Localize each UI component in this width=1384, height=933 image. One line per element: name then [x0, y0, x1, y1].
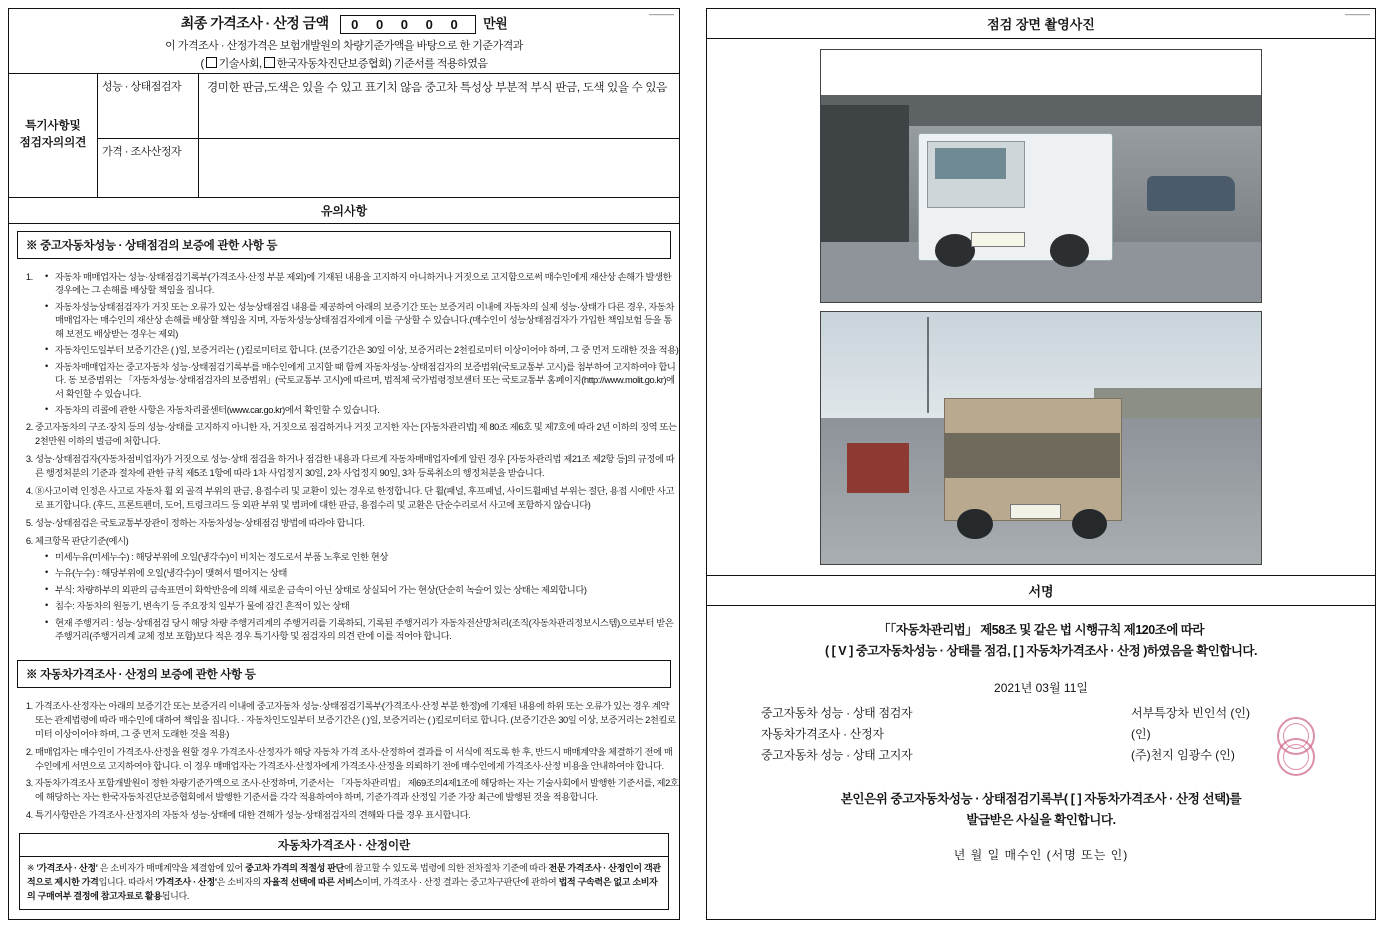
photo-background-car	[1147, 176, 1235, 211]
final-price-amount: 0 0 0 0 0	[340, 15, 476, 34]
right-photo-panel	[706, 8, 1376, 920]
final-price-header	[9, 9, 679, 73]
signature-date: 2021년 03월 11일	[994, 680, 1088, 695]
legal-statement	[707, 606, 1375, 669]
photo-dark-bay	[821, 105, 909, 256]
vd-p9: 자율적 선택에 따른 서비스	[263, 877, 362, 888]
signature-row-appraiser	[761, 725, 1321, 742]
corner-mark-right: ———	[1345, 9, 1369, 19]
notice-item-6-text: 체크항목 판단기준(예시)	[35, 536, 129, 547]
inspection-photo-front[interactable]	[820, 49, 1262, 303]
notice-item-6-bullets	[35, 551, 679, 644]
notice-box-1: ※ 중고자동차성능 · 상태점검의 보증에 관한 사항 등	[17, 231, 671, 259]
notice-list-2	[9, 700, 679, 824]
valuation-definition-box	[19, 833, 669, 910]
signature-name-text-inspector: 서부특장차 빈인석	[1131, 705, 1228, 720]
photo-list	[707, 39, 1375, 565]
special-notes-label-line2: 점검자의의견	[19, 137, 87, 150]
notice-bullet: • 자동차매매업자는 중고자동차 성능·상태점검기록부를 매수인에게 고지할 때 함께 자동차성능·상태점검자의 보증범위(국토교통부 고시)를 첨부하여 고지하여야 합니다. 동 보증범위는 「자동차성능·상태점검자의 보증범위」(국토교통부 고시)에 따르며, 법적체 국가법령정보센터 또는 국토교통부 홈페이지(http://www.molit.go.kr)에서 확인할 수 있습니다.	[45, 361, 679, 401]
notice-item-2: 2. 중고자동차의 구조·장치 등의 성능·상태를 고지하지 아니한 자, 거짓으로 점검하거나 거짓 고지한 자는 [자동차관리법] 제 80조 제6호 및 제7호에 따라 2년 이하의 징역 또는 2천만원 이하의 벌금에 처합니다.	[35, 421, 679, 449]
vd-p5: 전문 가격조사 · 산정인이 객관적으로 제시한 가격	[27, 863, 661, 888]
vd-p2: 은 소비자가 매매계약을 체결함에 있어	[97, 863, 246, 874]
signature-role-inspector: 중고자동차 성능 · 상태 점검자	[761, 705, 913, 720]
signature-row-notifier	[761, 746, 1321, 763]
photo-section-title: 점검 장면 촬영사진	[707, 9, 1375, 39]
notice-bullet: • 자동차인도일부터 보증기간은 ( )일, 보증거리는 ( )킬로미터로 합니다. (보증기간은 30일 이상, 보증거리는 2천킬로미터 이상이어야 하며, 그 중 먼저 도래한 것을 적용)	[45, 344, 679, 357]
final-price-subtitle-1: 이 가격조사 · 산정가격은 보험개발원의 차량기준가액을 바탕으로 한 기준가격과	[165, 39, 523, 52]
photo-truck-windshield	[935, 148, 1005, 178]
photo2-pole	[927, 317, 929, 413]
final-price-title-row	[9, 13, 679, 34]
signature-name-notifier[interactable]	[1111, 746, 1321, 763]
notice-bullet: • 누유(누수) : 해당부위에 오일(냉각수)이 맺혀서 떨어지는 상태	[45, 567, 679, 580]
notice-box-1-wrap	[9, 224, 679, 263]
seal-stamp-notifier	[1277, 738, 1315, 776]
notice-item-3: 3. 성능·상태점검자(자동차점비업자)가 거짓으로 성능·상태 점검을 하거나 점검한 내용과 다르게 자동차매매업자에게 알린 경우 [자동차관리법 제21조 제2항 등]의 규정에 따른 행정처분의 기준과 절차에 관한 규칙 제5조 1항에 따라 1차 사업정지 30일, 2차 사업정지 90일, 3차 등록취소의 행정처분을 받습니다.	[35, 453, 679, 481]
checkbox-kadiva[interactable]	[264, 57, 275, 68]
valuation-definition-title: 자동차가격조사 · 산정이란	[20, 834, 668, 857]
left-form-panel	[8, 8, 680, 920]
notice-bullet: • 침수: 자동차의 원동기, 변속기 등 주요장치 일부가 물에 잠긴 흔적이 있는 상태	[45, 600, 679, 613]
checkbox-engineer-assoc[interactable]	[206, 57, 217, 68]
notice-bullet: • 미세누유(미세누수) : 해당부위에 오일(냉각수)이 비치는 정도로서 부품 노후로 인한 현상	[45, 551, 679, 564]
photo-truck-wheel-rear	[1050, 234, 1090, 267]
vd-p3: 중고차 가격의 적절성 판단	[245, 863, 345, 874]
special-notes-rows	[98, 74, 679, 197]
buyer-confirmation-line-2: 발급받은 사실을 확인합니다.	[966, 813, 1116, 828]
label-engineer-assoc: 기술사회,	[218, 57, 262, 70]
notice-item-6	[35, 535, 679, 644]
vd-p10: 이며, 가격조사 · 산정 결과는 중고차구판단에 관하여	[362, 877, 559, 888]
vd-p6: 입니다. 따라서	[98, 877, 156, 888]
special-notes-label-line1: 특기사항및	[25, 120, 81, 133]
photo-plate-rear	[1010, 504, 1060, 519]
notice-box-2-wrap	[9, 648, 679, 692]
notice-band-title: 유의사항	[9, 198, 679, 224]
signature-row-inspector	[761, 704, 1321, 721]
vd-p7: '가격조사 · 산정'	[155, 877, 217, 888]
notice-bullet: • 부식: 차량하부의 외판의 금속표면이 화학반응에 의해 새로운 금속이 아닌 상태로 상실되어 가는 현상(단순히 녹슬어 있는 상태는 제외합니다)	[45, 584, 679, 597]
corner-mark-left: ———	[649, 9, 673, 19]
special-notes-value-inspector[interactable]: 경미한 판금,도색은 있을 수 있고 표기치 않음 중고차 특성상 부분적 부식 판금, 도색 있을 수 있음	[207, 81, 667, 94]
final-price-title: 최종 가격조사 · 산정 금액	[180, 15, 329, 31]
vd-p8: 은 소비자의	[216, 877, 264, 888]
signature-seal-label-appraiser: (인)	[1131, 726, 1151, 741]
notice-item-1	[35, 271, 679, 418]
buyer-confirmation	[707, 789, 1375, 833]
vd-p0: ※	[27, 863, 37, 874]
notice-item-4: 4. ⑧사고이력 인정은 사고로 자동차 휠 외 골격 부위의 판금, 용접수리 및 교환이 있는 경우로 한정합니다. 단 휠(패널, 후프패널, 사이드휠패널 부위는 절단, 용접 시에만 사고로 표기합니다. (후드, 프론트펜더, 도어, 트렁크리드 등 외판 부위 및 범퍼에 대한 판금, 용접수리 및 교환은 단순수리로서 사고에 포함하지 않습니다)	[35, 485, 679, 513]
special-notes-label	[9, 74, 98, 197]
special-notes-key-appraiser: 가격 · 조사산정자	[98, 139, 199, 197]
special-notes-key-inspector: 성능 · 상태점검자	[98, 74, 199, 138]
photo2-truck-bed	[944, 433, 1120, 478]
label-kadiva: 한국자동차진단보증협회) 기준서를 적용하였음	[276, 57, 488, 70]
notice-item-5: 5. 성능·상태점검은 국토교통부장관이 정하는 자동차성능·상태점검 방법에 따라야 합니다.	[35, 517, 679, 531]
final-price-subtitle-2: ( 기술사회, 한국자동차진단보증협회) 기준서를 적용하였음	[200, 57, 488, 70]
special-notes-section	[9, 73, 679, 198]
photo2-wheel-left	[957, 509, 992, 539]
photo2-red-vehicle	[847, 443, 909, 493]
buyer-signature-line[interactable]: 년 월 일 매수인 (서명 또는 인)	[953, 848, 1129, 863]
notice-bullet: • 1. 자동차 매매업자는 성능·상태점검기록부(가격조사·산정 부분 제외)에 기재된 내용을 고지하지 아니하거나 거짓으로 고지함으로써 매수인에게 재산상 손해가 발생한 경우에는 그 손해를 배상할 책임을 집니다.	[45, 271, 679, 298]
special-notes-value-appraiser[interactable]	[199, 139, 679, 197]
vd-p1: '가격조사 · 산정'	[36, 863, 98, 874]
notice2-item-1: 1. 가격조사·산정자는 아래의 보증기간 또는 보증거리 이내에 중고자동차 성능·상태점검기록부(가격조사·산정 부분 한정)에 기재된 내용에 하위 또는 오류가 있는 경우 계약 또는 관계법령에 따라 매수인에 대하여 책임을 집니다. · 자동차인도일부터 보증기간은 ( )일, 보증거리는 ( )킬로미터로 합니다. (보증기간은 30일 이상, 보증거리는 2천킬로미터 이상이어야 하며, 그 중 먼저 도래한 것을 적용)	[35, 700, 679, 742]
legal-statement-line-1: 「「자동차관리법」 제58조 및 같은 법 시행규칙 제120조에 따라	[878, 623, 1204, 637]
notice-list-1	[9, 271, 679, 644]
notice2-item-3: 3. 자동차가격조사 포함개발원이 정한 차량기준가액으로 조사·산정하며, 기준서는 「자동차관리법」 제69조의4제1조에 해당하는 자는 기술사회에서 발행한 기준서를, 제2호에 해당하는 자는 한국자동차진단보증협회에서 발행한 기준서를 각각 적용하여야 하며, 기준가격과 산정일 기준 가장 최근에 발행된 것을 적용합니다.	[35, 777, 679, 805]
inspection-photo-rear[interactable]	[820, 311, 1262, 565]
signature-role-appraiser: 자동차가격조사 · 산정자	[761, 726, 884, 741]
final-price-unit: 만원	[483, 16, 508, 31]
notice-box-2: ※ 자동차가격조사 · 산정의 보증에 관한 사항 등	[17, 660, 671, 688]
notice-bullet: • 자동차의 리콜에 관한 사항은 자동차리콜센터(www.car.go.kr)에서 확인할 수 있습니다.	[45, 404, 679, 417]
photo-truck-wheel-front	[935, 234, 975, 267]
signature-name-text-notifier: (주)천지 임광수	[1131, 747, 1212, 762]
vd-p11: 법적 구속력은 없고 소비자의 구매여부 결정에 참고자료로 활용	[27, 877, 658, 902]
signature-rows	[761, 704, 1321, 763]
notice-bullet: • 자동차성능상태점검자가 거짓 또는 오류가 있는 성능상태점검 내용를 제공하여 아래의 보증기간 또는 보증거리 이내에 자동차의 실제 성능·상태가 다른 경우, 자동차매매업자는 매수인의 재산상 손해를 배상할 책임을 지며, 자동차성능상태점검자에게 이를 구상할 수 있습니다.(매수인이 성능상태점검자가 가입한 책임보험 등을 통해 보전도 배상받는 경우는 제외)	[45, 301, 679, 341]
notice-item-1-bullets	[35, 271, 679, 418]
signature-seal-label-notifier: (인)	[1215, 747, 1235, 762]
notice2-item-2: 2. 매매업자는 매수인이 가격조사·산정을 원할 경우 가격조사·산정자가 해당 자동차 가격 조사·산정하여 결과를 이 서식에 적도록 한 후, 반드시 매매계약을 체결하기 전에 매수인에게 서면으로 고지하여야 합니다. 이 경우 매매업자는 가격조사·산정자에게 가격조사·산정을 의뢰하기 전에 매수인에게 가격조사·산정 비용을 안내하여야 합니다.	[35, 746, 679, 774]
signature-role-notifier: 중고자동차 성능 · 상태 고지자	[761, 747, 913, 762]
signature-seal-label-inspector: (인)	[1230, 705, 1251, 720]
special-notes-row-inspector	[98, 74, 679, 139]
photo-plate-front	[971, 232, 1026, 247]
buyer-confirmation-line-1: 본인은위 중고자동차성능 · 상태점검기록부( [ ] 자동차가격조사 · 산정 선택)를	[840, 791, 1242, 806]
notice-bullet: • 현재 주행거리 : 성능·상태점검 당시 해당 차량 주행거리계의 주행거리를 기록하되, 기록된 주행거리가 자동차전산망처리(조직(자동차관리정보시스템)으로부터 받은 주행거리(주행거리계 교체 정보 포함)보다 적은 경우 특기사항 및 점검자의 의견 란에 이를 적어야 합니다.	[45, 617, 679, 644]
vd-p4: 에 참고할 수 있도록 법령에 의한 전차절차 기준에 따라	[344, 863, 549, 874]
notice2-item-4: 4. 특기사항란은 가격조사·산정자의 자동차 성능·상태에 대한 견해가 성능·상태점검자의 견해와 다를 경우 표시합니다.	[35, 809, 679, 823]
special-notes-row-appraiser	[98, 139, 679, 197]
photo2-wheel-right	[1072, 509, 1107, 539]
signature-section-title: 서명	[707, 575, 1375, 606]
legal-statement-line-2: ( [ V ] 중고자동차성능 · 상태를 점검, [ ] 자동차가격조사 · 산정 )하였음을 확인합니다.	[825, 644, 1257, 659]
vd-p12: 됩니다.	[161, 891, 190, 902]
valuation-definition-body	[20, 857, 668, 909]
